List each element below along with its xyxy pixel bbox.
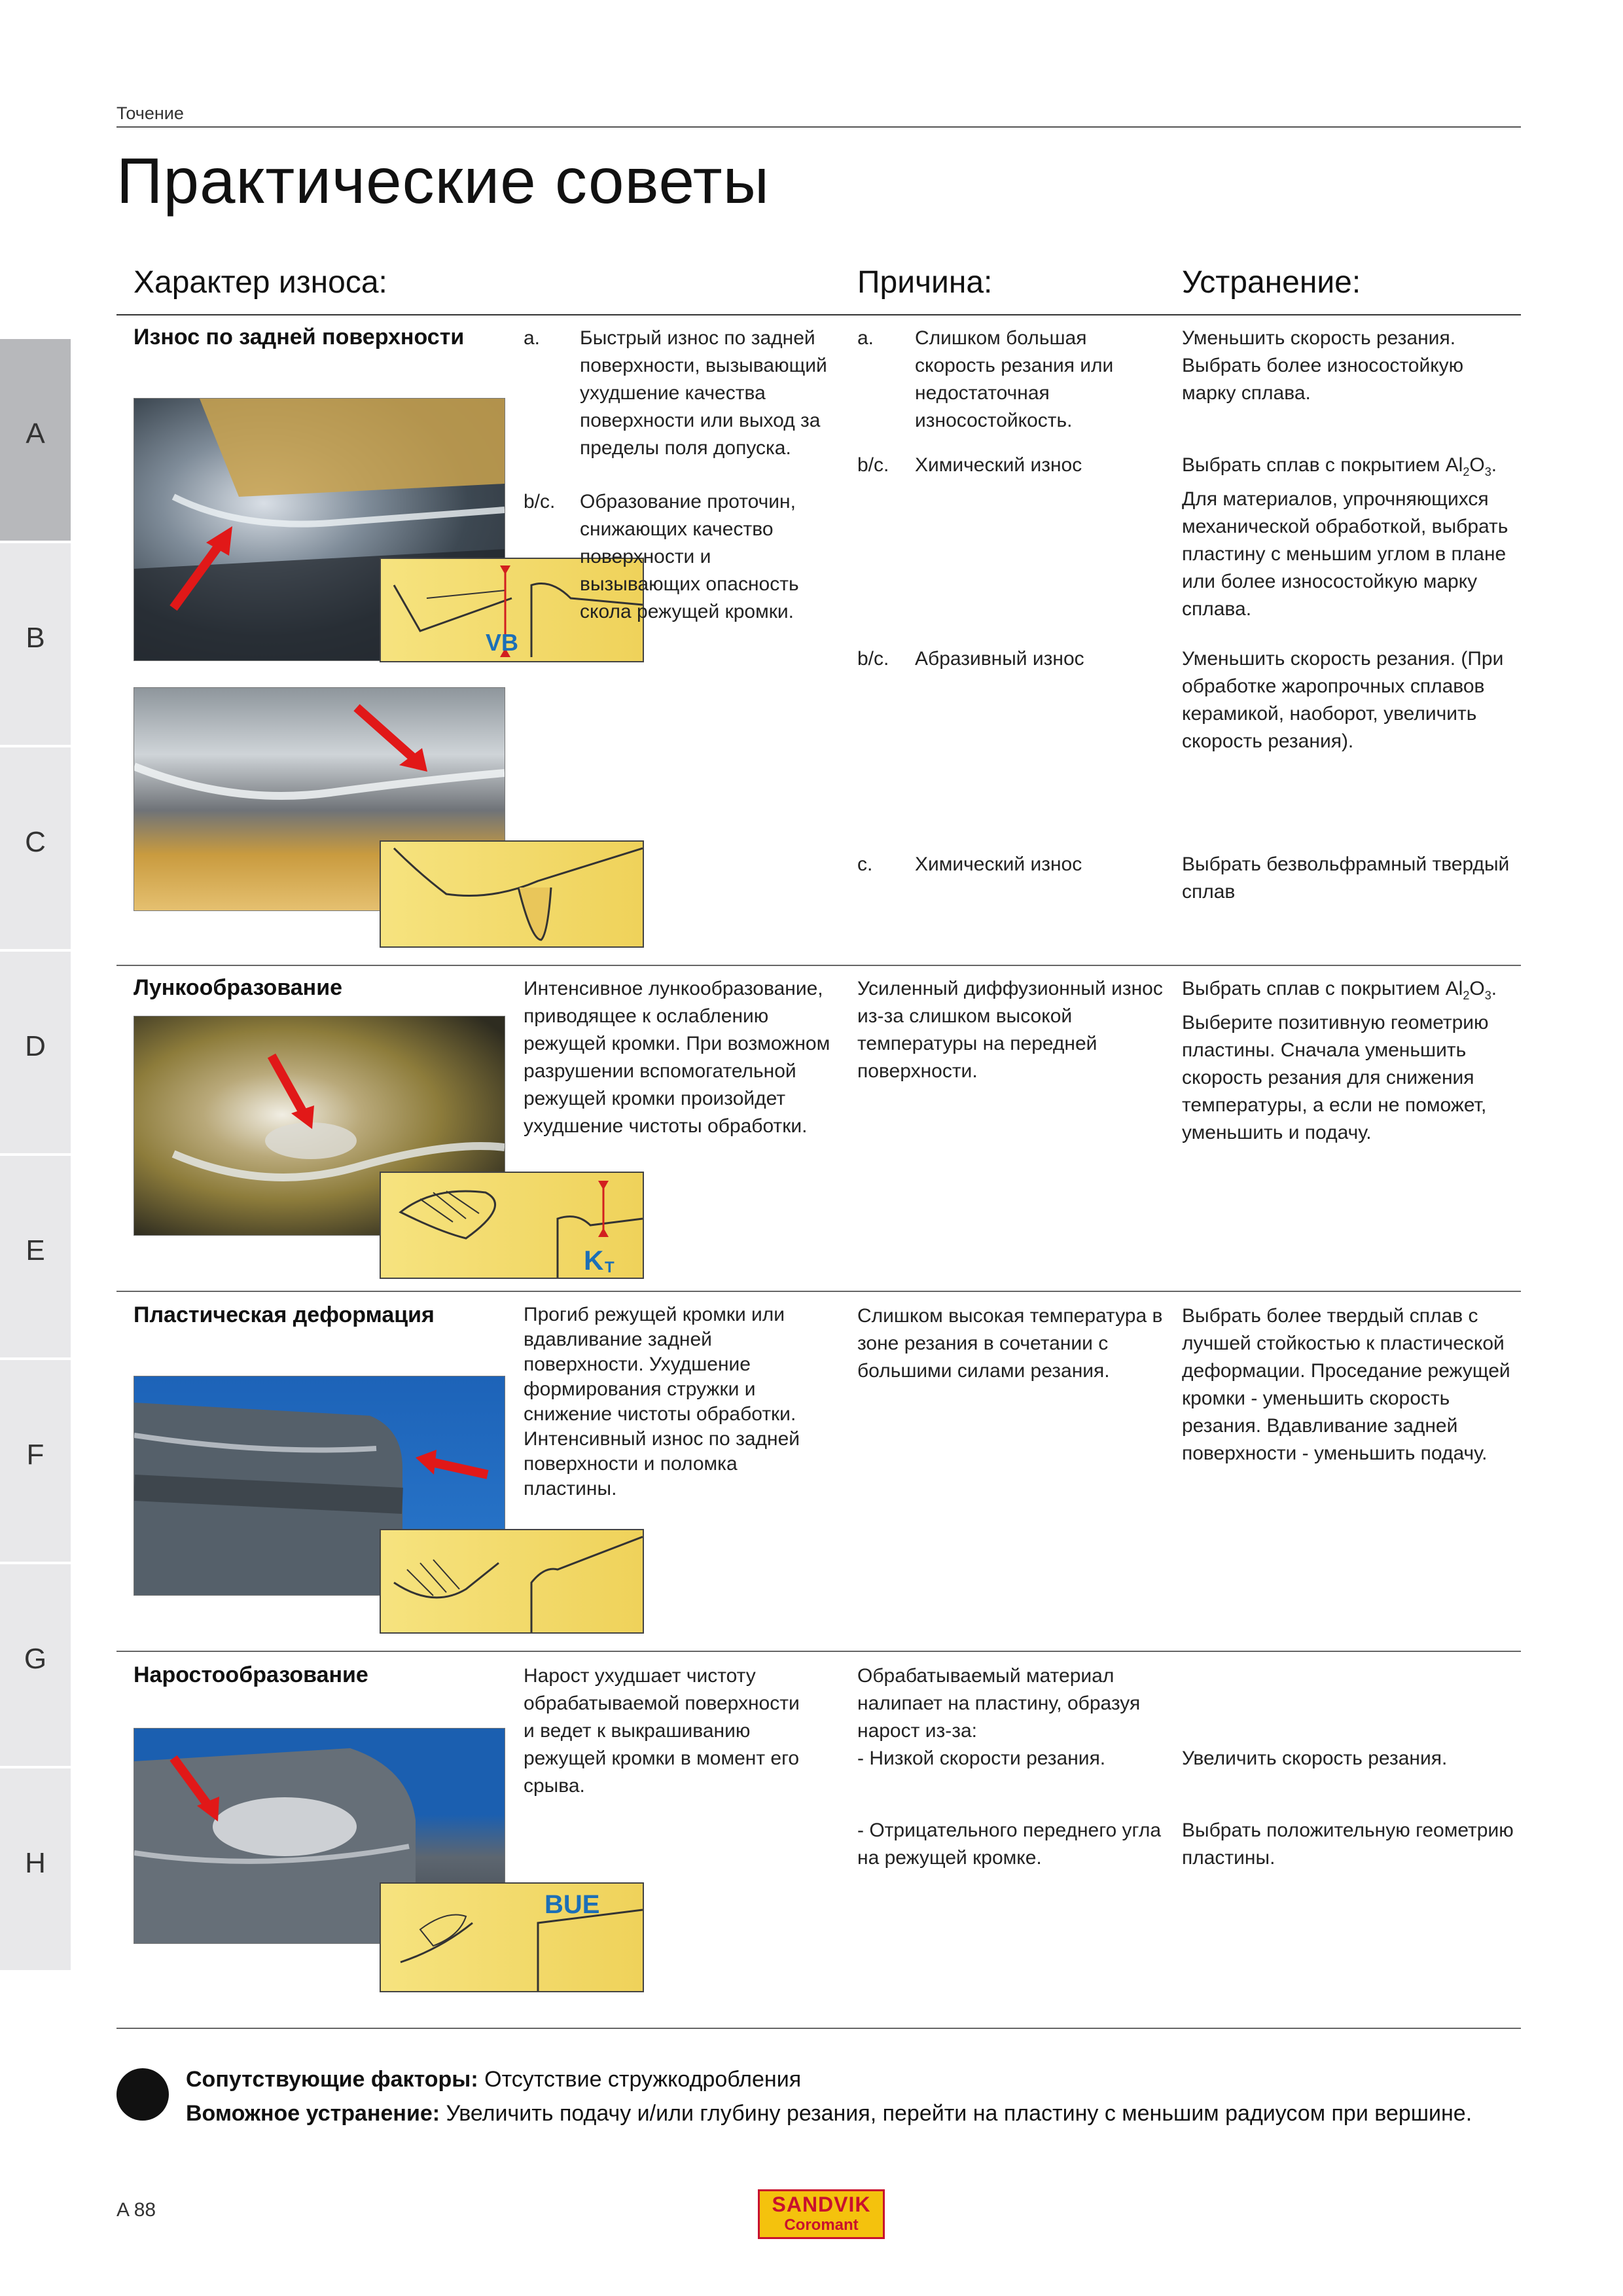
column-header-rule bbox=[116, 314, 1521, 315]
crater-desc: Интенсивное лункообразование, приводящее к ослаблению режущей кромки. При возможном разрушении вспомогательной режущей кромки произойдет ухудшение чистоты обработки. bbox=[524, 978, 830, 1137]
flank-remedy-2: Выбрать сплав с покрытием $Al_2O_3$. Для материалов, упрочняющихся механической обработкой, выбрать пластину с меньшим углом в плане или более износостойкую марку сплава. bbox=[1182, 454, 1508, 620]
bue-cause-2: - Отрицательного переднего угла на режущей кромке. bbox=[857, 1820, 1162, 1869]
flank-cause-3: Абразивный износ bbox=[915, 648, 1084, 670]
flank-remedy-4: Выбрать безвольфрамный твердый сплав bbox=[1182, 853, 1510, 903]
flank-desc-bc: Образование проточин, снижающих качество поверхности и вызывающих опасность скола режущей кромки. bbox=[580, 491, 799, 622]
side-tab-d[interactable]: D bbox=[0, 952, 71, 1155]
plastic-deformation-inset bbox=[380, 1529, 644, 1634]
flank-cause-2-label: b/c. bbox=[857, 454, 889, 476]
plastic-remedy: Выбрать более твердый сплав с лучшей стойкостью к пластической деформации. Проседание режущей кромки - уменьшить скорость резания. Вдавливание задней поверхности - уменьшить подачу. bbox=[1182, 1305, 1510, 1464]
header-rule bbox=[116, 126, 1521, 128]
flank-desc-a: Быстрый износ по задней поверхности, вызывающий ухудшение качества поверхности или выход за пределы поля допуска. bbox=[580, 327, 827, 459]
crater-cause: Усиленный диффузионный износ из-за слишком высокой температуры на передней поверхности. bbox=[857, 978, 1163, 1082]
column-header-cause: Причина: bbox=[857, 265, 993, 300]
side-tab-f[interactable]: F bbox=[0, 1360, 71, 1564]
side-tab-b[interactable]: B bbox=[0, 543, 71, 747]
bue-label: BUE bbox=[544, 1890, 600, 1919]
row-title-flank-wear: Износ по задней поверхности bbox=[134, 325, 465, 350]
page-title: Практические советы bbox=[116, 145, 770, 217]
column-header-remedy: Устранение: bbox=[1182, 265, 1361, 300]
row-title-plastic-deformation: Пластическая деформация bbox=[134, 1302, 435, 1327]
sandvik-coromant-logo: SANDVIK Coromant bbox=[758, 2189, 885, 2239]
note-bullet-icon bbox=[116, 2068, 169, 2121]
crater-kt-label: K bbox=[584, 1245, 604, 1276]
flank-cause-2: Химический износ bbox=[915, 454, 1082, 476]
note-factors: Сопутствующие факторы: Отсутствие стружкодробления bbox=[186, 2067, 802, 2092]
bue-cause-lead: Обрабатываемый материал налипает на пластину, образуя нарост из-за: bbox=[857, 1665, 1141, 1742]
row-divider-1 bbox=[116, 965, 1521, 966]
side-tab-h[interactable]: H bbox=[0, 1768, 71, 1972]
row-divider-3 bbox=[116, 1651, 1521, 1652]
note-remedy: Воможное устранение: Увеличить подачу и/или глубину резания, перейти на пластину с меньшим радиусом при вершине. bbox=[186, 2101, 1472, 2126]
crater-wear-inset bbox=[380, 1172, 644, 1279]
column-header-wear: Характер износа: bbox=[134, 265, 387, 300]
flank-cause-1-label: a. bbox=[857, 327, 874, 349]
built-up-edge-inset bbox=[380, 1882, 644, 1992]
flank-remedy-3: Уменьшить скорость резания. (При обработке жаропрочных сплавов керамикой, наоборот, увеличить скорость резания). bbox=[1182, 648, 1504, 752]
flank-desc-a-label: a. bbox=[524, 327, 541, 349]
side-tab-g[interactable]: G bbox=[0, 1564, 71, 1768]
page-number: A 88 bbox=[116, 2199, 156, 2221]
bue-desc: Нарост ухудшает чистоту обрабатываемой поверхности и ведет к выкрашиванию режущей кромки в момент его срыва. bbox=[524, 1665, 800, 1797]
plastic-cause: Слишком высокая температура в зоне резания в сочетании с большими силами резания. bbox=[857, 1305, 1163, 1382]
flank-wear-vb-label: VB bbox=[486, 629, 519, 656]
flank-wear-inset-2 bbox=[380, 840, 644, 948]
side-tab-a[interactable]: A bbox=[0, 339, 71, 543]
flank-cause-1: Слишком большая скорость резания или недостаточная износостойкость. bbox=[915, 327, 1114, 431]
flank-remedy-1: Уменьшить скорость резания. Выбрать более износостойкую марку сплава. bbox=[1182, 327, 1464, 404]
flank-cause-3-label: b/c. bbox=[857, 648, 889, 670]
bue-remedy-1: Увеличить скорость резания. bbox=[1182, 1748, 1448, 1769]
section-label: Точение bbox=[116, 103, 184, 123]
side-tab-c[interactable]: C bbox=[0, 747, 71, 951]
row-title-crater-wear: Лункообразование bbox=[134, 975, 343, 1000]
row-title-built-up-edge: Наростообразование bbox=[134, 1662, 368, 1687]
crater-kt-subscript: T bbox=[605, 1259, 615, 1276]
crater-remedy: Выбрать сплав с покрытием $Al_2O_3$. Выберите позитивную геометрию пластины. Сначала уменьшить скорость резания для снижения температуры, а если не поможет, уменьшить и подачу. bbox=[1182, 978, 1497, 1143]
plastic-desc: Прогиб режущей кромки или вдавливание задней поверхности. Ухудшение формирования стружки и снижение чистоты обработки. Интенсивный износ по задней поверхности и поломка пластины. bbox=[524, 1304, 800, 1499]
row-divider-4 bbox=[116, 2028, 1521, 2029]
bue-remedy-2: Выбрать положительную геометрию пластины. bbox=[1182, 1820, 1514, 1869]
flank-desc-bc-label: b/c. bbox=[524, 491, 556, 512]
side-tab-e[interactable]: E bbox=[0, 1156, 71, 1359]
flank-cause-4-label: c. bbox=[857, 853, 873, 875]
flank-cause-4: Химический износ bbox=[915, 853, 1082, 875]
row-divider-2 bbox=[116, 1291, 1521, 1292]
bue-cause-1: - Низкой скорости резания. bbox=[857, 1748, 1106, 1769]
